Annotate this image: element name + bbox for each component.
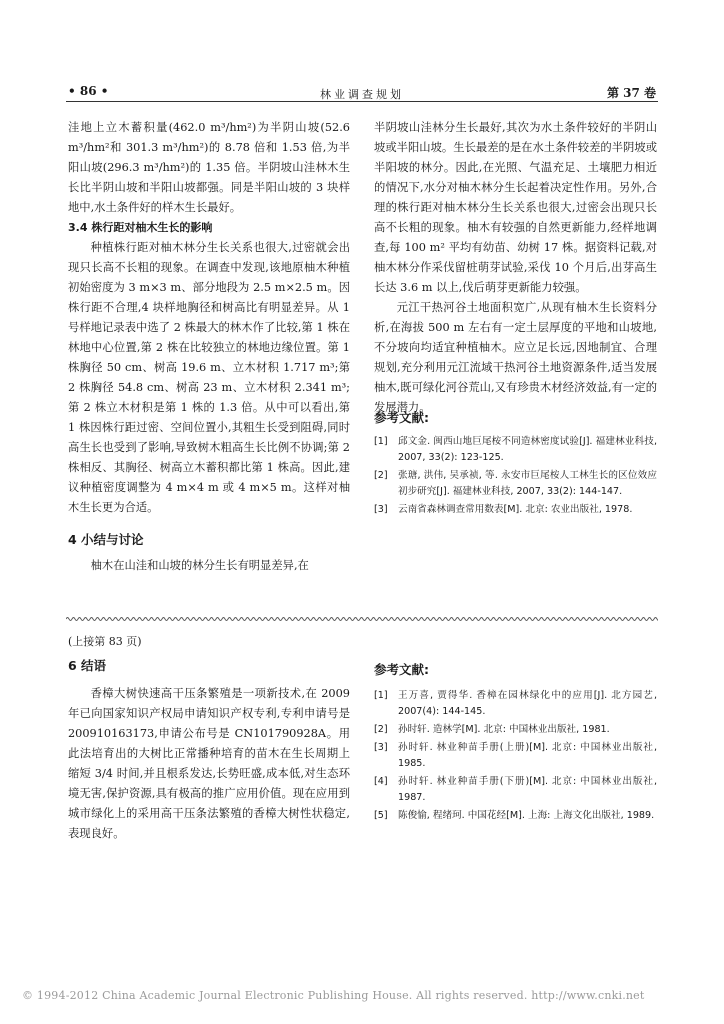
reference-text: 邱文金. 闽西山地巨尾桉不同造林密度试验[J]. 福建林业科技, 2007, 33(2): 123-125. [398, 436, 657, 463]
header-rule [66, 101, 658, 102]
copyright-footer: © 1994-2012 China Academic Journal Electronic Publishing House. All rights reserved. http://www.cnki.net [22, 989, 645, 1002]
reference-text: 陈俊愉, 程绪珂. 中国花经[M]. 上海: 上海文化出版社, 1989. [398, 810, 655, 821]
journal-title: 林业调查规划 [320, 88, 404, 101]
article2-left-column [68, 632, 350, 844]
paragraph: 柚木在山洼和山坡的林分生长有明显差异,在 [90, 559, 309, 572]
reference-list [374, 688, 657, 824]
reference-number: [5] [374, 810, 388, 821]
reference-item [374, 468, 657, 500]
reference-list [374, 434, 657, 518]
reference-item [374, 740, 657, 772]
section-heading-4: 4 小结与讨论 [68, 532, 144, 547]
article1-right-column [374, 118, 657, 520]
continued-from-note: (上接第 83 页) [68, 635, 142, 648]
paragraph: 香樟大树快速高干压条繁殖是一项新技术,在 2009 年已向国家知识产权局申请知识产权专利,专利申请号是 200910163173,申请公布号是 CN101790928A。用此法培育出的大树比正常播种培育的苗木在生长周期上缩短 3/4 时间,并且根系发达,长势旺盛,成本低,对生态环境无害,保护资源,具有极高的推广应用价值。现在应用到城市绿化上的采用高干压条法繁殖的香樟大树性状稳定,表现良好。 [68, 687, 350, 840]
reference-text: 孙时轩. 林业种苗手册(下册)[M]. 北京: 中国林业出版社, 1987. [398, 776, 657, 803]
paragraph: 洼地上立木蓄积量(462.0 m³/hm²)为半阴山坡(52.6 m³/hm²和 301.3 m³/hm²)的 8.78 倍和 1.53 倍,为半阳山坡(296.3 m³/hm²)的 1.35 倍。半阴坡山洼林木生长比半阴山坡和半阳山坡都强。同是半阳山坡的 3 块样地中,水土条件好的样木生长最好。 [68, 121, 350, 214]
reference-text: 张瑭, 洪伟, 吴承祯, 等. 永安市巨尾桉人工林生长的区位效应初步研究[J]. 福建林业科技, 2007, 33(2): 144-147. [398, 470, 657, 497]
reference-number: [1] [374, 690, 388, 701]
section-heading-6: 6 结语 [68, 658, 107, 673]
page-number: • 86 • [68, 84, 109, 98]
references-title: 参考文献: [374, 662, 429, 677]
references-title: 参考文献: [374, 410, 429, 425]
reference-text: 孙时轩. 造林学[M]. 北京: 中国林业出版社, 1981. [398, 724, 610, 735]
paragraph: 种植株行距对柚木林分生长关系也很大,过密就会出现只长高不长粗的现象。在调查中发现,该地原柚木种植初始密度为 3 m×3 m、部分地段为 2.5 m×2.5 m。因株行距不合理,4 块样地胸径和树高比有明显差异。从 1 号样地记录表中选了 2 株最大的林木作了比较,第 1 株在林地中心位置,第 2 株在比较独立的林地边缘位置。第 1 株胸径 50 cm、树高 19.6 m、立木材积 1.717 m³;第 2 株胸径 54.8 cm、树高 23 m、立木材积 2.341 m³;第 2 株立木材积是第 1 株的 1.3 倍。从中可以看出,第 1 株因株行距过密、空间位置小,其粗生长受到阻碍,同时高生长也受到了影响,导致树木粗高生长比例不协调;第 2 株相反、其胸径、树高立木蓄积都比第 1 株高。因此,建议种植密度调整为 4 m×4 m 或 4 m×5 m。这样对柚木生长更为合适。 [68, 241, 350, 514]
volume-label: 第 37 卷 [606, 86, 656, 100]
reference-number: [1] [374, 436, 388, 447]
reference-number: [3] [374, 742, 388, 753]
reference-number: [3] [374, 504, 388, 515]
article1-left-column [68, 118, 350, 576]
reference-item [374, 688, 657, 720]
paragraph: 半阴坡山洼林分生长最好,其次为水土条件较好的半阴山坡或半阳山坡。生长最差的是在水土条件较差的半阴坡或半阳坡的林分。因此,在光照、气温充足、土壤肥力相近的情况下,水分对柚木林分生长起着决定性作用。另外,合理的株行距对柚木林分生长关系也很大,过密会出现只长高不长粗的现象。柚木有较强的自然更新能力,经样地调查,每 100 m² 平均有幼苗、幼树 17 株。据资料记载,对柚木林分作采伐留桩萌芽试验,采伐 10 个月后,出芽高生长达 3.6 m 以上,伐后萌芽更新能力较强。 [374, 121, 657, 294]
reference-item [374, 722, 657, 738]
reference-text: 云南省森林调查常用数表[M]. 北京: 农业出版社, 1978. [398, 504, 633, 515]
article2-right-column [374, 660, 657, 826]
wavy-divider [66, 615, 658, 623]
reference-number: [4] [374, 776, 388, 787]
paragraph: 元江干热河谷土地面积宽广,从现有柚木生长资料分析,在海拔 500 m 左右有一定土层厚度的平地和山坡地,不分坡向均适宜种植柚木。应立足长远,因地制宜、合理规划,充分利用元江流域干热河谷土地资源条件,适当发展柚木,既可绿化河谷荒山,又有珍贵木材经济效益,有一定的发展潜力。 [374, 301, 657, 414]
reference-item [374, 434, 657, 466]
reference-number: [2] [374, 470, 388, 481]
reference-number: [2] [374, 724, 388, 735]
section-heading-3-4: 3.4 株行距对柚木生长的影响 [68, 221, 213, 234]
reference-text: 孙时轩. 林业种苗手册(上册)[M]. 北京: 中国林业出版社, 1985. [398, 742, 657, 769]
reference-item [374, 502, 657, 518]
reference-item [374, 774, 657, 806]
reference-item [374, 808, 657, 824]
reference-text: 王万喜, 贾得华. 香樟在园林绿化中的应用[J]. 北方园艺, 2007(4): 144-145. [398, 690, 657, 717]
